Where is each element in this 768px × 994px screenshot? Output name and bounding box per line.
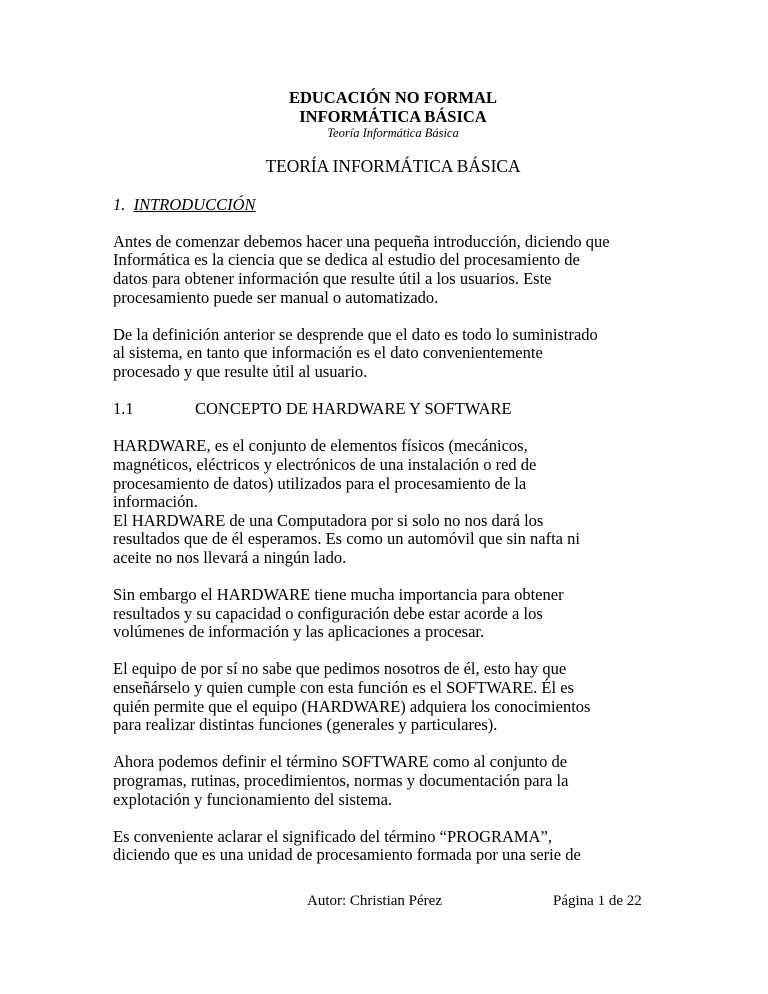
text-line: resultados y su capacidad o configuración debe estar acorde a los [113, 603, 543, 623]
text-line: El equipo de por sí no sabe que pedimos nosotros de él, esto hay que [113, 659, 567, 679]
subsection-number: 1.1 [113, 399, 134, 419]
text-line: enseñárselo y quien cumple con esta función es el SOFTWARE. Él es [113, 678, 574, 698]
text-line: HARDWARE, es el conjunto de elementos físicos (mecánicos, [113, 436, 528, 456]
header-line-1: EDUCACIÓN NO FORMAL [288, 88, 498, 107]
paragraph [113, 828, 673, 865]
text-line: para realizar distintas funciones (generales y particulares). [113, 715, 498, 735]
text-line: De la definición anterior se desprende que el dato es todo lo suministrado [113, 324, 598, 344]
text-line: resultados que de él esperamos. Es como un automóvil que sin nafta ni [113, 529, 580, 549]
paragraph [113, 660, 673, 734]
paragraph [113, 326, 673, 382]
text-line: procesamiento de datos) utilizados para el procesamiento de la [113, 473, 527, 493]
paragraph [113, 437, 673, 567]
text-line: al sistema, en tanto que información es el dato convenientemente [113, 343, 543, 363]
text-line: procesamiento puede ser manual o automatizado. [113, 287, 439, 307]
text-line: volúmenes de información y las aplicaciones a procesar. [113, 622, 485, 642]
text-line: magnéticos, eléctricos y electrónicos de una instalación o red de [113, 454, 537, 474]
paragraph [113, 586, 673, 642]
text-line: aceite no nos llevará a ningún lado. [113, 547, 347, 567]
paragraph [113, 233, 673, 307]
page-title: TEORÍA INFORMÁTICA BÁSICA [265, 156, 521, 176]
text-line: programas, rutinas, procedimientos, normas y documentación para la [113, 771, 569, 790]
section-heading [113, 196, 673, 215]
document-page [113, 88, 673, 884]
text-line: Informática es la ciencia que se dedica al estudio del procesamiento de [113, 250, 580, 270]
header-line-2: INFORMÁTICA BÁSICA [299, 107, 487, 126]
subsection-label: CONCEPTO DE HARDWARE Y SOFTWARE [195, 399, 512, 419]
header-subtitle: Teoría Informática Básica [327, 126, 459, 140]
text-line: El HARDWARE de una Computadora por si solo no nos dará los [113, 510, 544, 530]
text-line: procesado y que resulte útil al usuario. [113, 361, 368, 381]
subsection-heading [113, 400, 673, 419]
text-line: información. [113, 492, 198, 512]
text-line: datos para obtener información que resulte útil a los usuarios. Este [113, 268, 552, 288]
text-line: Antes de comenzar debemos hacer una pequeña introducción, diciendo que [113, 231, 610, 251]
section-number: 1. [113, 194, 126, 214]
section-label: INTRODUCCIÓN [133, 194, 256, 214]
text-line: quién permite que el equipo (HARDWARE) adquiera los conocimientos [113, 696, 591, 716]
text-line: explotación y funcionamiento del sistema. [113, 789, 393, 809]
text-line: Es conveniente aclarar el significado del término “PROGRAMA”, [113, 826, 552, 846]
text-line: Ahora podemos definir el término SOFTWARE como al conjunto de [113, 752, 568, 772]
paragraph [113, 753, 673, 809]
footer-page-number: Página 1 de 22 [553, 893, 642, 909]
text-line: Sin embargo el HARDWARE tiene mucha importancia para obtener [113, 585, 564, 605]
text-line: diciendo que es una unidad de procesamiento formada por una serie de [113, 845, 581, 865]
footer-author: Autor: Christian Pérez [307, 893, 442, 909]
